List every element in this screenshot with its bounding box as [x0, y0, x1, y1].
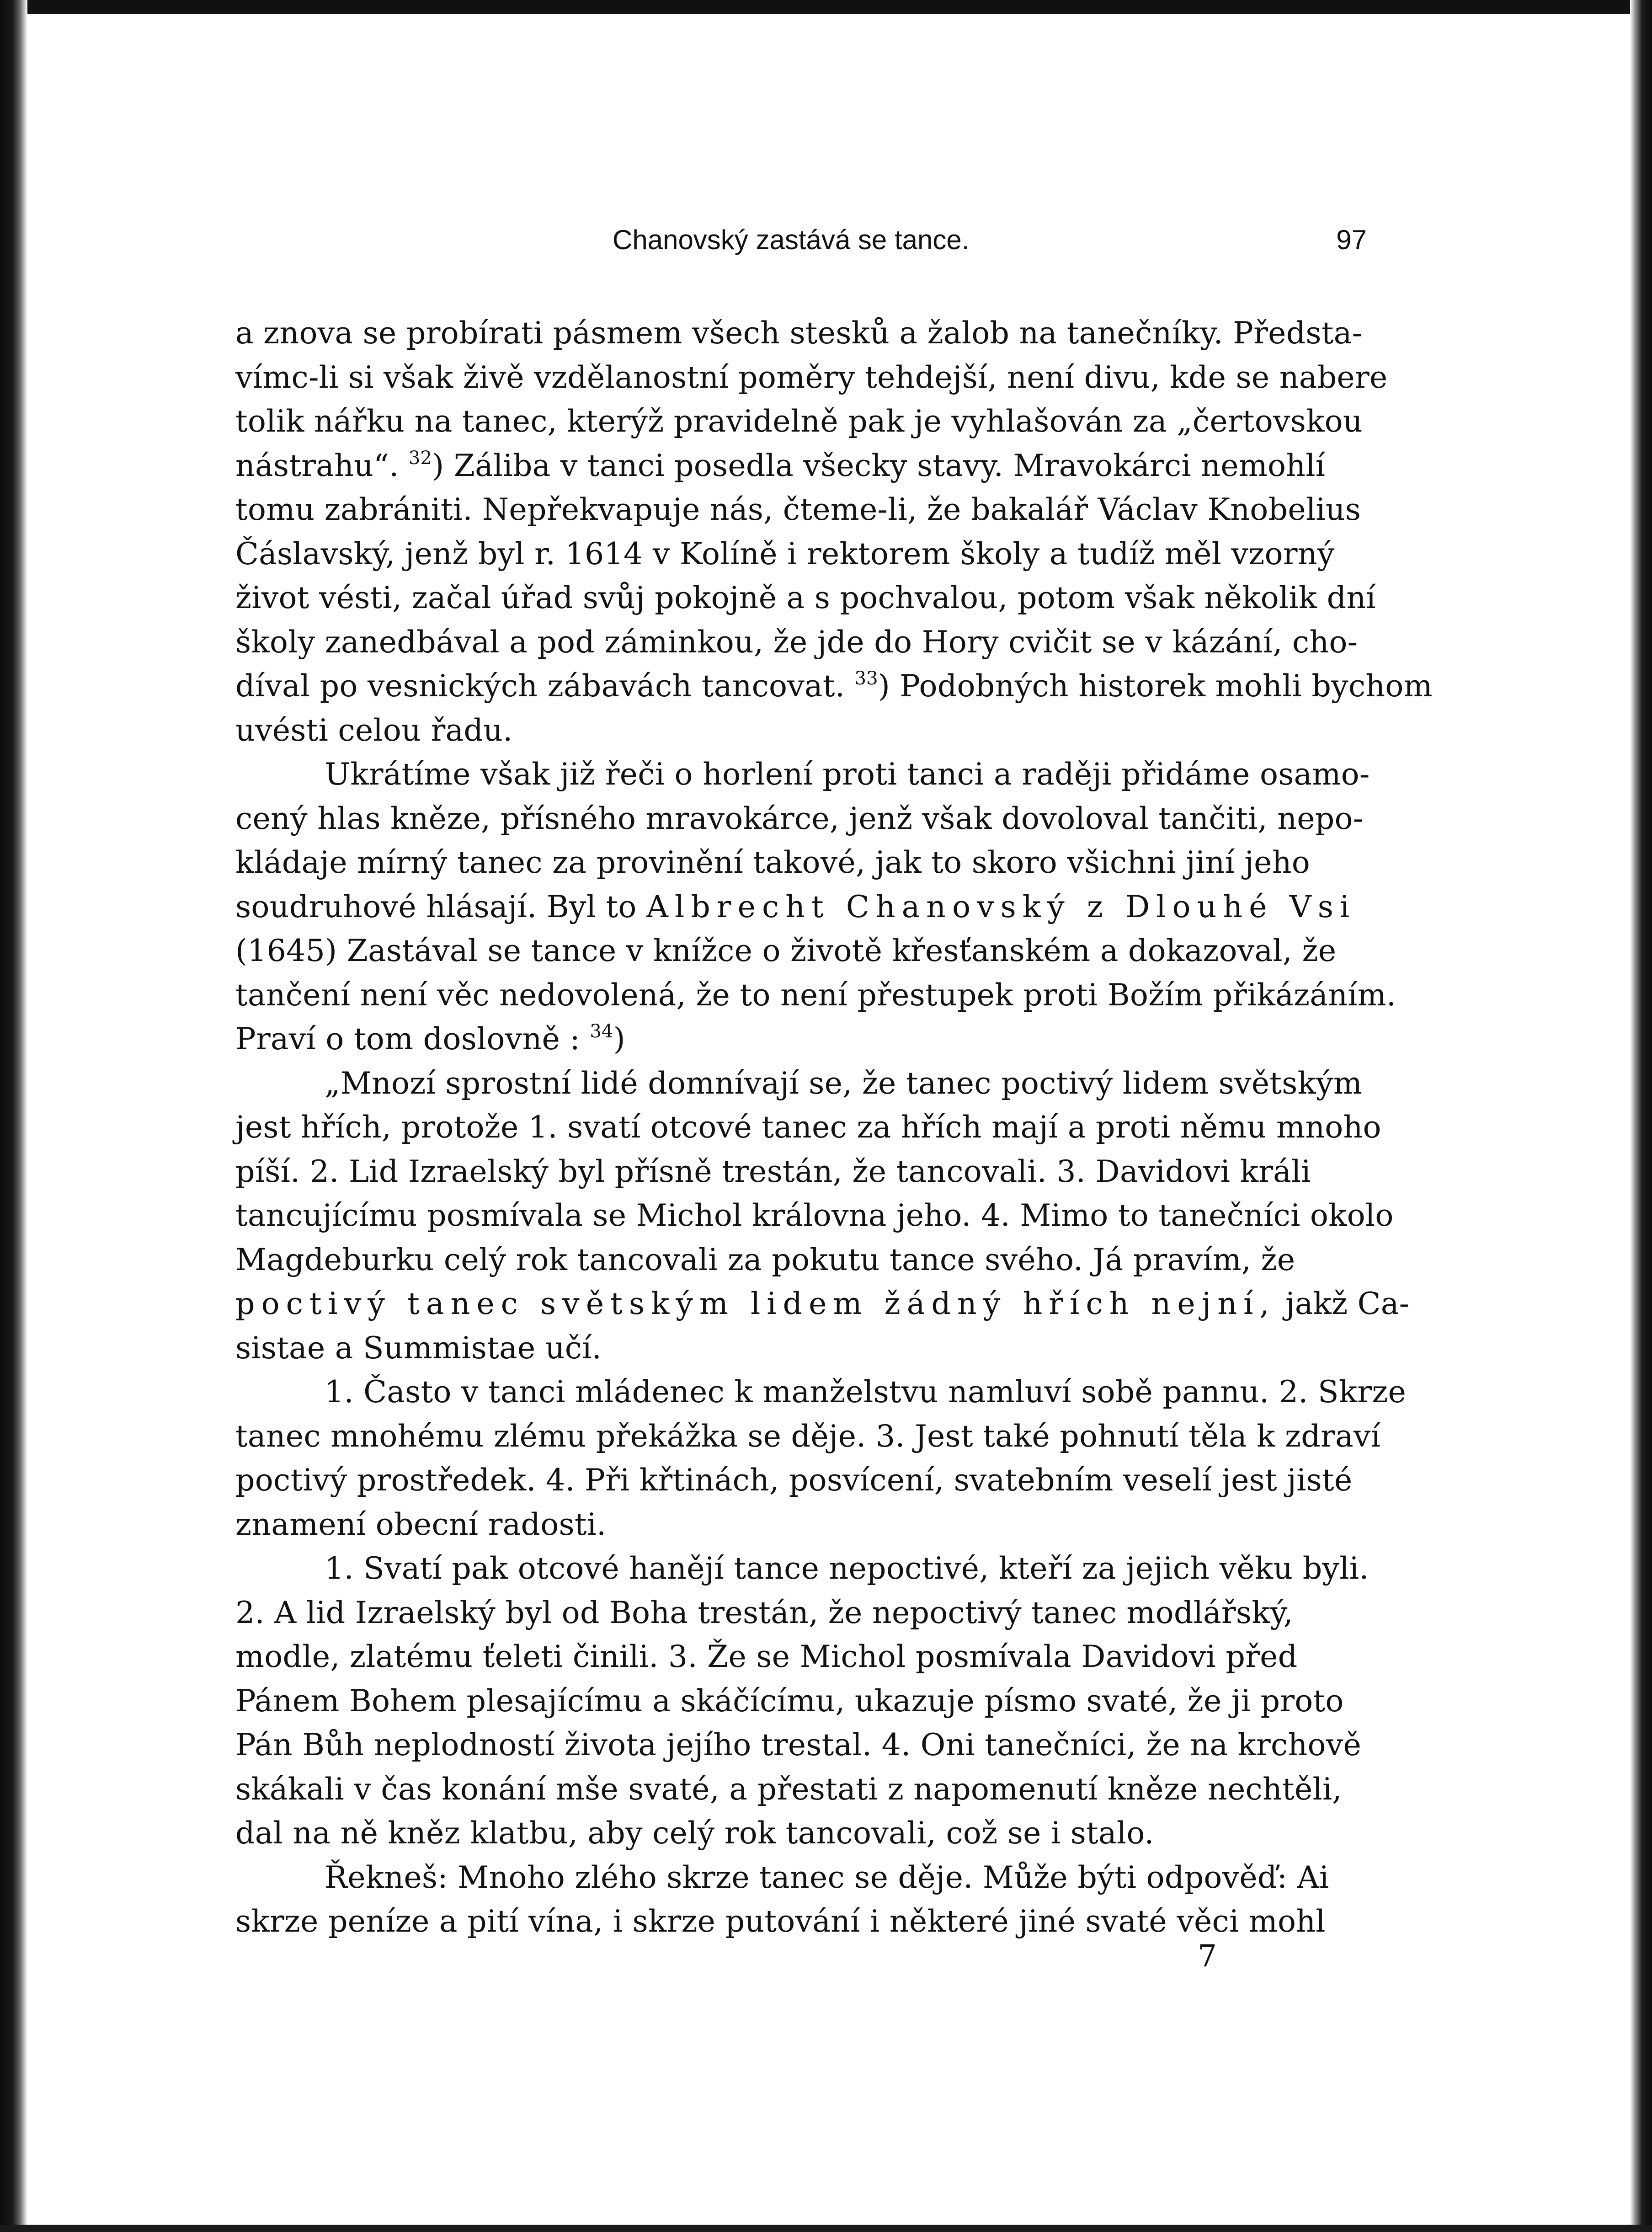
text-line: nástrahu“. $^{32}$) Záliba v tanci posedla všecky stavy. Mravokárci nemohlí — [235, 447, 1326, 483]
text-line: tančení není věc nedovolená, že to není přestupek proti Božím přikázáním. — [235, 977, 1396, 1013]
text-line — [235, 1282, 1410, 1326]
text-line: cený hlas kněze, přísného mravokárce, jenž však dovoloval tančiti, nepo- — [235, 800, 1364, 836]
text-line: a znova se probírati pásmem všech stesků a žalob na tanečníky. Předsta- — [235, 315, 1363, 351]
text-line — [235, 885, 1392, 929]
text-line: Ukrátíme však již řeči o horlení proti tanci a raději přidáme osamo- — [325, 756, 1370, 792]
text-line: dal na ně kněz klatbu, aby celý rok tancovali, což se i stalo. — [235, 1815, 1154, 1851]
text-line: život vésti, začal úřad svůj pokojně a s pochvalou, potom však několik dní — [235, 580, 1376, 615]
text-line: uvésti celou řadu. — [235, 712, 513, 748]
text-line: tancujícímu posmívala se Michol královna jeho. 4. Mimo to tanečníci okolo — [235, 1197, 1394, 1233]
running-head — [613, 224, 1367, 261]
text-fragment: nástrahu“. — [235, 447, 399, 483]
text-line: skrze peníze a pití vína, i skrze putování i některé jiné svaté věci mohl — [235, 1903, 1326, 1939]
text-line: vímc-li si však živě vzdělanostní poměry tehdejší, není divu, kde se nabere — [235, 359, 1388, 395]
text-line: tolik nářku na tanec, kterýž pravidelně pak je vyhlašován za „čertovskou — [235, 403, 1363, 439]
text-line: 1. Často v tanci mládenec k manželstvu namluví sobě pannu. 2. Skrze — [325, 1374, 1406, 1410]
text-line: kládaje mírný tanec za provinění takové, jak to skoro všichni jiní jeho — [235, 844, 1310, 880]
text-line: školy zanedbával a pod záminkou, že jde do Hory cvičit se v kázání, cho- — [235, 624, 1358, 660]
footnote-ref: 34 — [590, 1021, 613, 1042]
scan-edge-top — [0, 0, 1652, 14]
running-title: Chanovský zastává se tance. — [613, 224, 970, 255]
footnote-ref: 32 — [408, 447, 432, 469]
text-line: Pán Bůh neplodností života jejího trestal. 4. Oni tanečníci, že na krchově — [235, 1727, 1362, 1762]
text-fragment: jakž Ca- — [1285, 1286, 1410, 1321]
text-line: 2. A lid Izraelský byl od Boha trestán, že nepoctivý tanec modlářský, — [235, 1594, 1293, 1630]
text-line: jest hřích, protože 1. svatí otcové tanec za hřích mají a proti němu mnoho — [235, 1109, 1381, 1145]
text-line: Čáslavský, jenž byl r. 1614 v Kolíně i rektorem školy a tudíž měl vzorný — [235, 535, 1335, 571]
text-fragment: Záliba v tanci posedla všecky stavy. Mravokárci nemohlí — [453, 447, 1326, 483]
body-text — [235, 311, 1433, 1944]
text-line: modle, zlatému ťeleti činili. 3. Že se Michol posmívala Davidovi před — [235, 1639, 1298, 1674]
text-line: znamení obecní radosti. — [235, 1506, 607, 1542]
scan-edge-right — [1630, 0, 1652, 2232]
footnote-ref: 33 — [854, 668, 878, 689]
text-line: tomu zabrániti. Nepřekvapuje nás, čteme-li, že bakalář Václav Knobelius — [235, 491, 1361, 527]
text-line: Praví o tom doslovně : $^{34}$) — [235, 1021, 625, 1057]
text-line: díval po vesnických zábavách tancovat. $^{33}$) Podobných historek mohli bychom — [235, 668, 1433, 704]
page-number: 97 — [1336, 224, 1367, 255]
text-line: poctivý prostředek. 4. Při křtinách, posvícení, svatebním veselí jest jisté — [235, 1462, 1353, 1498]
text-line: sistae a Summistae učí. — [235, 1330, 602, 1366]
text-line: Řekneš: Mnoho zlého skrze tanec se děje. Může býti odpověď: Ai — [325, 1859, 1329, 1895]
text-fragment: díval po vesnických zábavách tancovat. — [235, 668, 845, 704]
scan-edge-left — [0, 0, 27, 2232]
text-line: píší. 2. Lid Izraelský byl přísně trestán, že tancovali. 3. Davidovi králi — [235, 1153, 1311, 1189]
text-line: Magdeburku celý rok tancovali za pokutu tance svého. Já pravím, že — [235, 1241, 1295, 1277]
signature-mark: 7 — [1198, 1938, 1217, 1974]
spaced-name: Albrecht Chanovský z Dlouhé Vsi — [646, 888, 1356, 924]
text-line: Pánem Bohem plesajícímu a skáčícímu, ukazuje písmo svaté, že ji proto — [235, 1682, 1344, 1719]
scan-edge-bottom — [0, 2225, 1652, 2232]
spaced-emphasis: poctivý tanec světským lidem žádný hřích nejní, — [235, 1286, 1276, 1321]
text-fragment: Praví o tom doslovně : — [235, 1021, 581, 1057]
text-line: skákali v čas konání mše svaté, a přestati z napomenutí kněze nechtěli, — [235, 1771, 1342, 1807]
text-line: 1. Svatí pak otcové hanějí tance nepoctivé, kteří za jejich věku byli. — [325, 1550, 1369, 1586]
text-fragment: soudruhové hlásají. Byl to — [235, 888, 637, 924]
text-line: tanec mnohému zlému překážka se děje. 3. Jest také pohnutí těla k zdraví — [235, 1418, 1381, 1454]
text-fragment: Podobných historek mohli bychom — [900, 668, 1433, 704]
text-line: „Mnozí sprostní lidé domnívají se, že tanec poctivý lidem světským — [325, 1065, 1363, 1101]
text-line: (1645) Zastával se tance v knížce o životě křesťanském a dokazoval, že — [235, 933, 1337, 968]
